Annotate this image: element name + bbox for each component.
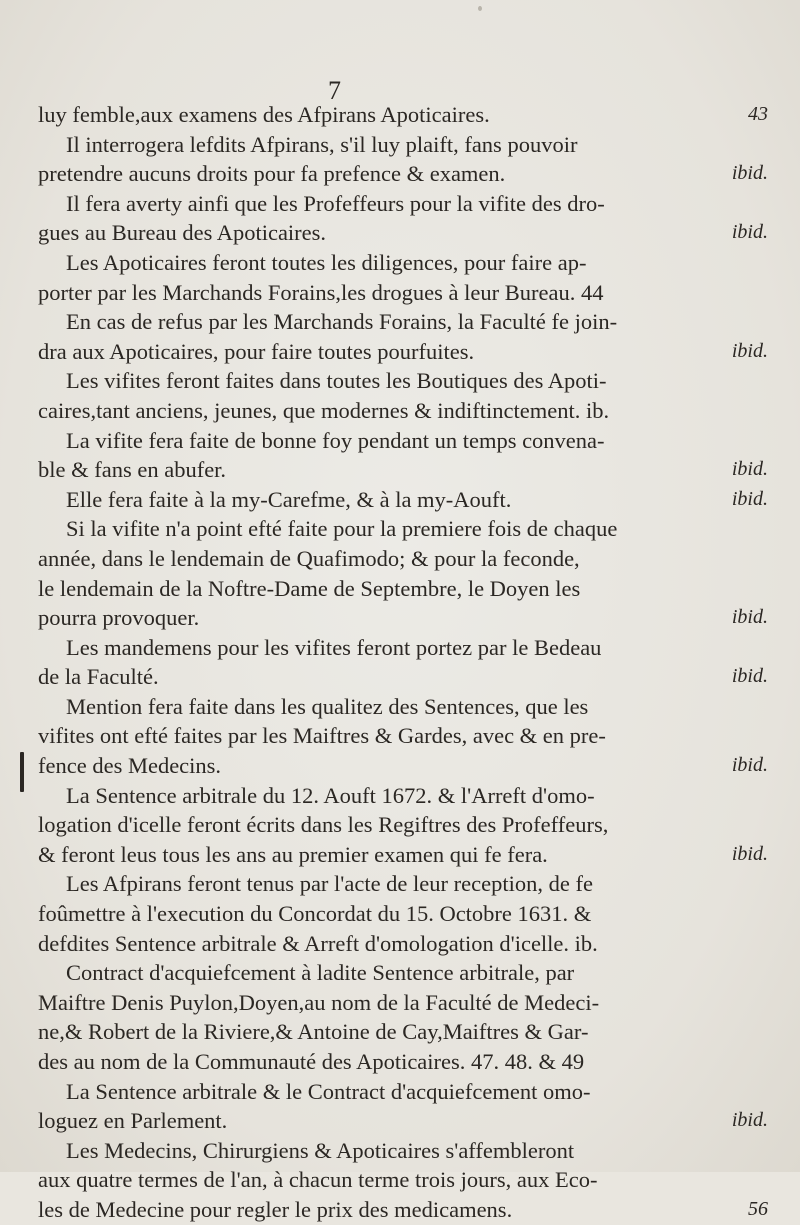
line-text: le lendemain de la Noftre-Dame de Septembre, le Doyen les [38,575,581,601]
text-line [38,514,776,544]
line-text: Si la vifite n'a point efté faite pour la premiere fois de chaque [66,516,618,542]
text-line [38,1195,776,1225]
text-line [38,159,776,189]
text-line [38,603,776,633]
line-text: La vifite fera faite de bonne foy pendant un temps convena- [66,427,605,453]
line-text: Les mandemens pour les vifites feront portez par le Bedeau [66,634,602,660]
line-text: foûmettre à l'execution du Concordat du 15. Octobre 1631. & [38,901,592,927]
line-text: Les Apoticaires feront toutes les diligences, pour faire ap- [66,249,587,275]
text-line [38,544,776,574]
line-text: caires,tant anciens, jeunes, que modernes & indiftinctement. ib. [38,397,610,423]
text-line [38,958,776,988]
text-line [38,366,776,396]
line-text: de la Faculté. [38,664,159,690]
text-line [38,485,776,515]
margin-reference: ibid. [731,1109,768,1132]
line-text: année, dans le lendemain de Quafimodo; & pour la feconde, [38,545,580,571]
text-line [38,278,776,308]
line-text: vifites ont efté faites par les Maiftres & Gardes, avec & en pre- [38,723,606,749]
line-text: dra aux Apoticaires, pour faire toutes pourfuites. [38,338,475,364]
line-text: Elle fera faite à la my-Carefme, & à la my-Aouft. [66,486,512,512]
text-line [38,692,776,722]
text-line [38,721,776,751]
text-line [38,455,776,485]
text-line [38,869,776,899]
line-text: luy femble,aux examens des Afpirans Apoticaires. [38,102,490,127]
margin-reference: ibid. [731,842,768,865]
text-line [38,662,776,692]
body-text [38,100,776,1225]
text-line [38,1136,776,1166]
line-text: Contract d'acquiefcement à ladite Sentence arbitrale, par [66,960,575,986]
text-line [38,988,776,1018]
margin-reference: ibid. [731,754,768,777]
line-text: Maiftre Denis Puylon,Doyen,au nom de la Faculté de Medeci- [38,989,600,1015]
line-text: Il interrogera lefdits Afpirans, s'il luy plaift, fans pouvoir [66,131,578,157]
line-text: des au nom de la Communauté des Apoticaires. 47. 48. & 49 [38,1049,585,1074]
line-text: Les Afpirans feront tenus par l'acte de leur reception, de fe [66,871,593,897]
line-text: ble & fans en abufer. [38,457,227,483]
text-line [38,248,776,278]
line-text: gues au Bureau des Apoticaires. [38,220,327,246]
line-text: La Sentence arbitrale du 12. Aouft 1672. & l'Arreft d'omo- [66,782,595,808]
line-text: & feront leus tous les ans au premier examen qui fe fera. [38,841,548,867]
line-text: les de Medecine pour regler le prix des medicamens. [38,1196,513,1222]
line-text: ne,& Robert de la Riviere,& Antoine de Cay,Maiftres & Gar- [38,1019,589,1045]
text-line [38,899,776,929]
text-line [38,810,776,840]
margin-reference: ibid. [731,487,768,510]
text-line [38,1017,776,1047]
margin-reference: ibid. [731,339,768,362]
line-text: defdites Sentence arbitrale & Arreft d'omologation d'icelle. ib. [38,930,598,956]
text-line [38,751,776,781]
text-line [38,426,776,456]
margin-reference: ibid. [731,458,768,481]
line-text: Mention fera faite dans les qualitez des Sentences, que les [66,693,589,719]
line-text: aux quatre termes de l'an, à chacun terme trois jours, aux Eco- [38,1167,598,1193]
line-text: Les vifites feront faites dans toutes les Boutiques des Apoti- [66,368,607,394]
text-line [38,307,776,337]
text-line [38,396,776,426]
margin-mark [20,752,24,792]
margin-reference: ibid. [731,665,768,688]
line-text: fence des Medecins. [38,753,222,779]
margin-reference: ibid. [731,221,768,244]
text-line [38,130,776,160]
margin-reference: ibid. [731,606,768,629]
paper-speck [478,6,482,11]
text-line [38,189,776,219]
line-text: logation d'icelle feront écrits dans les Regiftres des Profeffeurs, [38,812,609,838]
line-text: Les Medecins, Chirurgiens & Apoticaires s'affembleront [66,1137,575,1163]
line-text: pourra provoquer. [38,605,200,631]
text-line [38,840,776,870]
page-number: 7 [328,76,342,105]
text-line [38,633,776,663]
text-line [38,100,776,130]
line-text: pretendre aucuns droits pour fa prefence & examen. [38,161,506,187]
text-line [38,929,776,959]
text-line [38,1047,776,1077]
line-text: porter par les Marchands Forains,les drogues à leur Bureau. 44 [38,279,604,305]
margin-reference: 43 [748,103,768,125]
margin-reference: 56 [748,1197,768,1220]
text-line [38,574,776,604]
line-text: La Sentence arbitrale & le Contract d'acquiefcement omo- [66,1078,591,1104]
line-text: Il fera averty ainfi que les Profeffeurs pour la vifite des dro- [66,190,605,216]
line-text: En cas de refus par les Marchands Forains, la Faculté fe join- [66,309,618,335]
text-line [38,1106,776,1136]
text-line [38,781,776,811]
text-line [38,218,776,248]
text-line [38,1077,776,1107]
line-text: loguez en Parlement. [38,1108,228,1134]
margin-reference: ibid. [731,162,768,185]
text-line [38,1165,776,1195]
text-line [38,337,776,367]
